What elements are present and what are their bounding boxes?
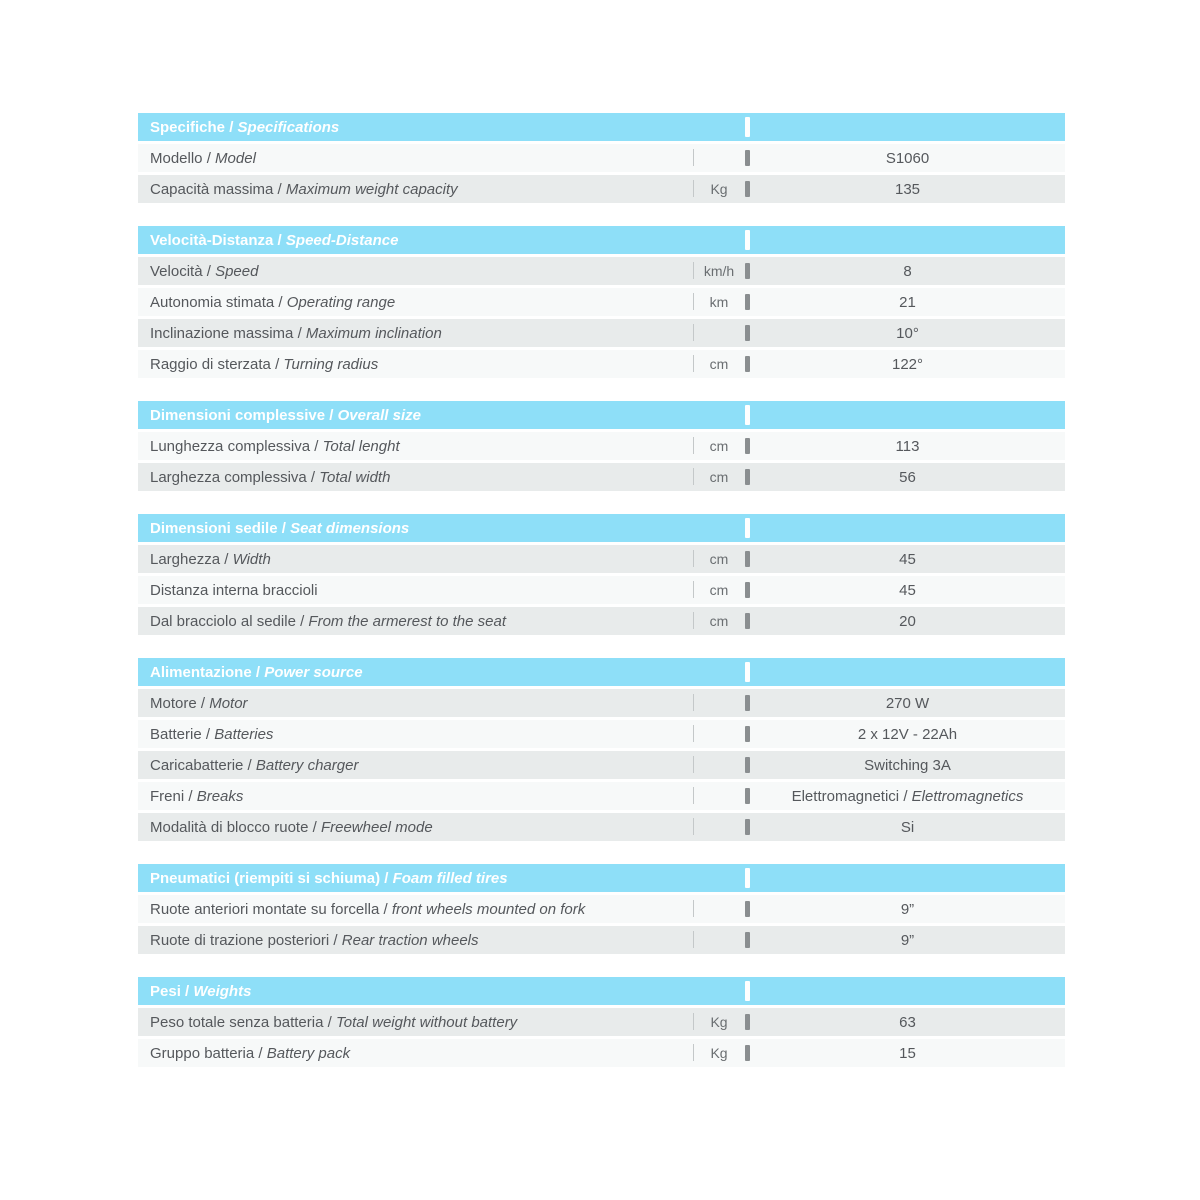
section-header	[138, 113, 1065, 141]
value-cell: 8	[903, 262, 912, 280]
row-label: Lunghezza complessiva / Total lenght	[150, 437, 400, 455]
section-header	[138, 977, 1065, 1005]
table-row	[138, 463, 1065, 491]
section-overall-size	[138, 401, 1065, 491]
value-cell: 9”	[900, 931, 915, 949]
unit-divider-line	[693, 581, 694, 598]
unit-label: Kg	[710, 1014, 728, 1030]
row-label: Distanza interna braccioli	[150, 581, 318, 599]
value-cell: S1060	[885, 149, 930, 167]
row-label: Batterie / Batteries	[150, 725, 274, 743]
section-power-source	[138, 658, 1065, 841]
unit-divider-line	[693, 1013, 694, 1030]
unit-cell	[693, 1008, 745, 1036]
row-label: Modalità di blocco ruote / Freewheel mode	[150, 818, 433, 836]
section-title: Specifiche / Specifications	[150, 118, 340, 136]
table-row	[138, 545, 1065, 573]
section-title: Velocità-Distanza / Speed-Distance	[150, 231, 399, 249]
value-cell: Switching 3A	[864, 756, 951, 774]
unit-divider-line	[693, 931, 694, 948]
unit-divider-line	[693, 550, 694, 567]
unit-label: cm	[709, 582, 729, 598]
row-label: Ruote di trazione posteriori / Rear traction wheels	[150, 931, 479, 949]
section-title: Dimensioni sedile / Seat dimensions	[150, 519, 410, 537]
unit-divider-line	[693, 725, 694, 742]
row-label: Larghezza complessiva / Total width	[150, 468, 391, 486]
row-label: Modello / Model	[150, 149, 256, 167]
table-row	[138, 350, 1065, 378]
value-cell: 20	[899, 612, 916, 630]
row-label: Freni / Breaks	[150, 787, 244, 805]
table-row	[138, 1039, 1065, 1067]
value-cell: 45	[899, 581, 916, 599]
value-cell: Elettromagnetici / Elettromagnetics	[791, 787, 1024, 805]
value-cell: 15	[899, 1044, 916, 1062]
unit-cell	[693, 514, 745, 542]
table-row	[138, 751, 1065, 779]
row-label: Peso totale senza batteria / Total weight without battery	[150, 1013, 518, 1031]
row-label: Caricabatterie / Battery charger	[150, 756, 359, 774]
table-row	[138, 689, 1065, 717]
unit-cell	[693, 751, 745, 779]
unit-divider-line	[693, 1044, 694, 1061]
column-tick-marker	[745, 518, 750, 538]
row-label: Velocità / Speed	[150, 262, 259, 280]
unit-label: km/h	[703, 263, 735, 279]
unit-divider-line	[693, 437, 694, 454]
section-specifications	[138, 113, 1065, 203]
unit-label: cm	[709, 356, 729, 372]
section-header	[138, 401, 1065, 429]
section-speed-distance	[138, 226, 1065, 378]
unit-cell	[693, 977, 745, 1005]
unit-label: km	[709, 294, 729, 310]
table-row	[138, 720, 1065, 748]
value-cell: 270 W	[885, 694, 930, 712]
unit-cell	[693, 288, 745, 316]
unit-cell	[693, 144, 745, 172]
unit-divider-line	[693, 468, 694, 485]
unit-cell	[693, 432, 745, 460]
unit-divider-line	[693, 900, 694, 917]
unit-cell	[693, 113, 745, 141]
table-row	[138, 144, 1065, 172]
unit-divider-line	[693, 262, 694, 279]
table-row	[138, 576, 1065, 604]
table-row	[138, 175, 1065, 203]
section-tires	[138, 864, 1065, 954]
value-cell: 135	[894, 180, 921, 198]
section-header	[138, 514, 1065, 542]
unit-cell	[693, 401, 745, 429]
table-row	[138, 432, 1065, 460]
value-cell: 2 x 12V - 22Ah	[857, 725, 958, 743]
section-title: Pneumatici (riempiti si schiuma) / Foam filled tires	[150, 869, 508, 887]
section-title: Alimentazione / Power source	[150, 663, 363, 681]
table-row	[138, 319, 1065, 347]
column-tick-marker	[745, 405, 750, 425]
section-title: Dimensioni complessive / Overall size	[150, 406, 421, 424]
value-cell: 56	[899, 468, 916, 486]
unit-label: Kg	[710, 1045, 728, 1061]
unit-divider-line	[693, 756, 694, 773]
row-label: Ruote anteriori montate su forcella / front wheels mounted on fork	[150, 900, 586, 918]
table-row	[138, 288, 1065, 316]
section-weights	[138, 977, 1065, 1067]
table-row	[138, 895, 1065, 923]
table-row	[138, 813, 1065, 841]
unit-label: Kg	[710, 181, 728, 197]
section-seat-dimensions	[138, 514, 1065, 635]
value-cell: 9”	[900, 900, 915, 918]
unit-divider-line	[693, 787, 694, 804]
unit-cell	[693, 813, 745, 841]
value-cell: 113	[895, 437, 920, 455]
unit-cell	[693, 545, 745, 573]
table-row	[138, 782, 1065, 810]
spec-table	[138, 113, 1065, 1090]
column-tick-marker	[745, 868, 750, 888]
unit-label: cm	[709, 469, 729, 485]
table-row	[138, 257, 1065, 285]
value-cell: 122°	[891, 355, 924, 373]
unit-divider-line	[693, 149, 694, 166]
unit-divider-line	[693, 180, 694, 197]
row-label: Larghezza / Width	[150, 550, 271, 568]
value-cell: 21	[899, 293, 916, 311]
column-tick-marker	[745, 981, 750, 1001]
row-label: Raggio di sterzata / Turning radius	[150, 355, 379, 373]
unit-cell	[693, 720, 745, 748]
unit-cell	[693, 1039, 745, 1067]
unit-cell	[693, 926, 745, 954]
section-title: Pesi / Weights	[150, 982, 252, 1000]
unit-label: cm	[709, 438, 729, 454]
unit-divider-line	[693, 612, 694, 629]
unit-cell	[693, 864, 745, 892]
unit-cell	[693, 576, 745, 604]
value-cell: 10°	[896, 324, 919, 342]
unit-cell	[693, 895, 745, 923]
table-row	[138, 1008, 1065, 1036]
row-label: Capacità massima / Maximum weight capacity	[150, 180, 458, 198]
unit-label: cm	[709, 551, 729, 567]
unit-label: cm	[709, 613, 729, 629]
unit-cell	[693, 175, 745, 203]
column-tick-marker	[745, 117, 750, 137]
table-row	[138, 607, 1065, 635]
column-tick-marker	[745, 662, 750, 682]
row-label: Autonomia stimata / Operating range	[150, 293, 396, 311]
row-label: Gruppo batteria / Battery pack	[150, 1044, 351, 1062]
unit-divider-line	[693, 355, 694, 372]
unit-cell	[693, 257, 745, 285]
unit-divider-line	[693, 293, 694, 310]
unit-divider-line	[693, 324, 694, 341]
row-label: Inclinazione massima / Maximum inclination	[150, 324, 442, 342]
unit-cell	[693, 463, 745, 491]
value-cell: 45	[899, 550, 916, 568]
section-header	[138, 658, 1065, 686]
row-label: Motore / Motor	[150, 694, 248, 712]
unit-cell	[693, 689, 745, 717]
row-label: Dal bracciolo al sedile / From the armerest to the seat	[150, 612, 506, 630]
section-header	[138, 226, 1065, 254]
unit-cell	[693, 782, 745, 810]
unit-cell	[693, 350, 745, 378]
column-tick-marker	[745, 230, 750, 250]
unit-cell	[693, 319, 745, 347]
value-cell: 63	[899, 1013, 916, 1031]
value-cell: Si	[900, 818, 915, 836]
unit-cell	[693, 226, 745, 254]
table-row	[138, 926, 1065, 954]
unit-cell	[693, 658, 745, 686]
section-header	[138, 864, 1065, 892]
unit-cell	[693, 607, 745, 635]
unit-divider-line	[693, 694, 694, 711]
unit-divider-line	[693, 818, 694, 835]
